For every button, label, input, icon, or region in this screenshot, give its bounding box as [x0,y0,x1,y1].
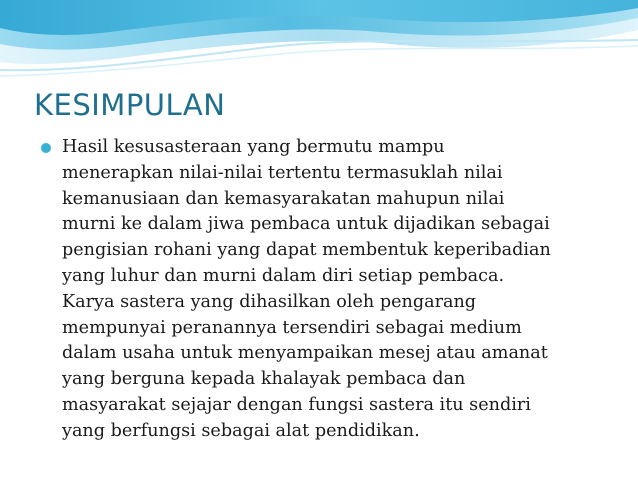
bullet-paragraph [62,135,615,445]
paragraph-line: yang berguna kepada khalayak pembaca dan [62,369,466,390]
paragraph-line: menerapkan nilai-nilai tertentu termasuklah nilai [62,162,503,183]
filled-circle-bullet-icon [41,143,51,153]
paragraph-line: Hasil kesusasteraan yang bermutu mampu [62,137,445,157]
header-wave-decoration [0,0,638,80]
paragraph-line: yang berfungsi sebagai alat pendidikan. [62,420,420,441]
paragraph-line: murni ke dalam jiwa pembaca untuk dijadikan sebagai [62,214,550,235]
paragraph-line: mempunyai peranannya tersendiri sebagai medium [62,317,522,338]
paragraph-line: pengisian rohani yang dapat membentuk keperibadian [62,240,551,261]
slide-title: KESIMPULAN [34,88,226,122]
paragraph-line: yang luhur dan murni dalam diri setiap pembaca. [62,265,505,286]
paragraph-line: masyarakat sejajar dengan fungsi sastera itu sendiri [62,394,531,415]
paragraph-line: dalam usaha untuk menyampaikan mesej atau amanat [62,343,548,364]
bullet-item [40,135,615,445]
paragraph-line: kemanusiaan dan kemasyarakatan mahupun nilai [62,188,505,209]
paragraph-line: Karya sastera yang dihasilkan oleh pengarang [62,291,477,312]
